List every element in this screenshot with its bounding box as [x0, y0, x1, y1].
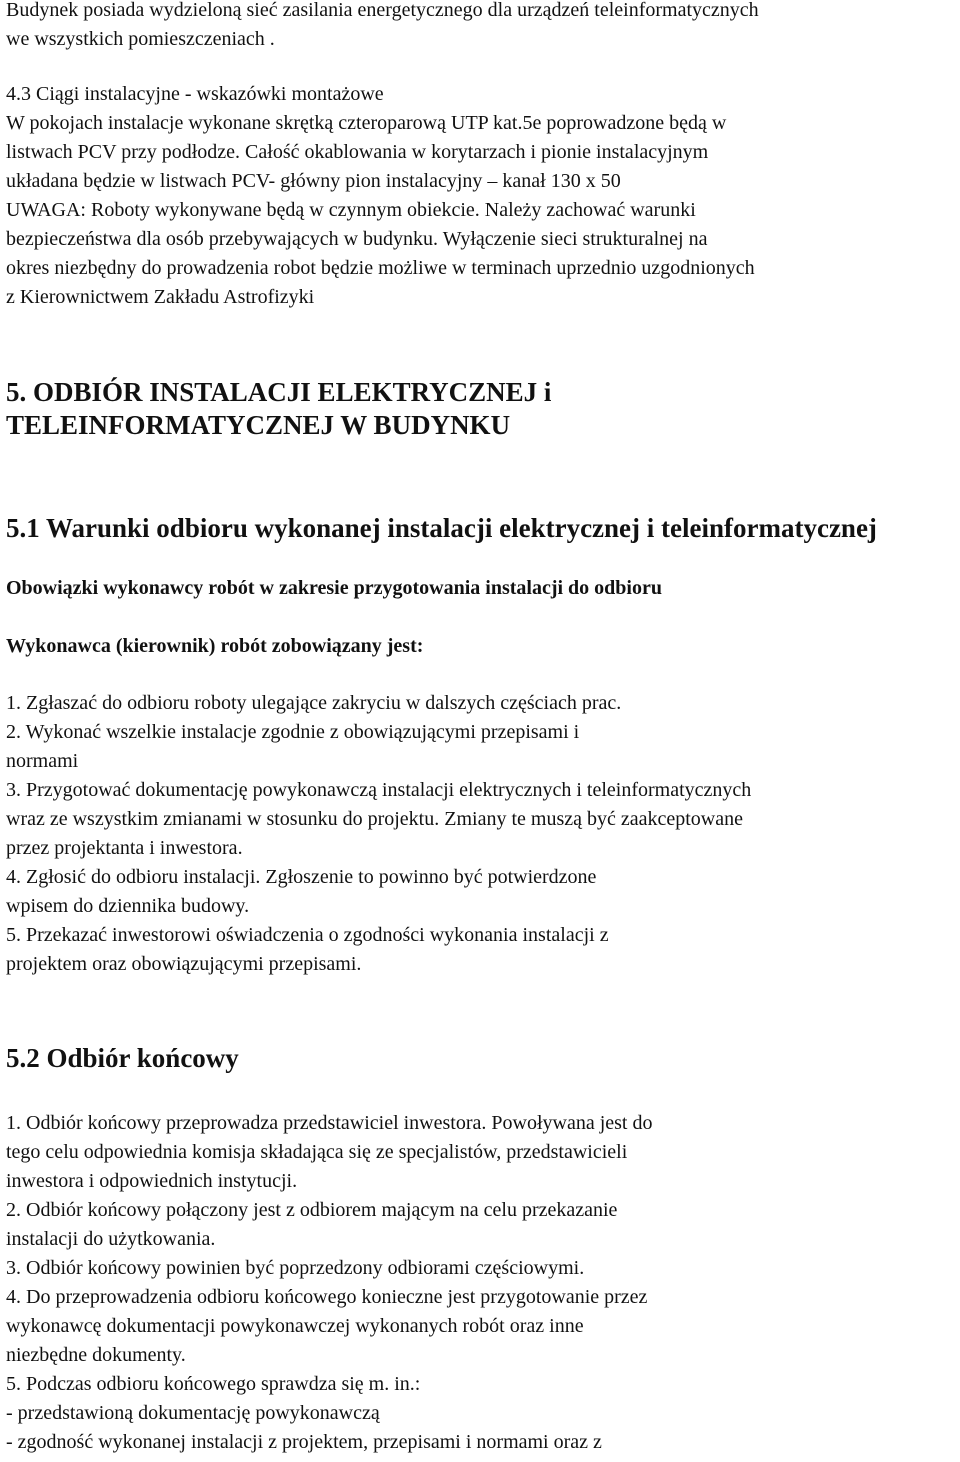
section-heading: 4.3 Ciągi instalacyjne - wskazówki montażowe	[6, 83, 384, 105]
list-line: 2. Wykonać wszelkie instalacje zgodnie z obowiązującymi przepisami i	[6, 721, 580, 743]
section-5-2-heading	[6, 1042, 239, 1075]
list-line: 2. Odbiór końcowy połączony jest z odbiorem mającym na celu przekazanie	[6, 1199, 618, 1221]
body-line: bezpieczeństwa dla osób przebywających w budynku. Wyłączenie sieci strukturalnej na	[6, 228, 708, 250]
contractor-heading: Wykonawca (kierownik) robót zobowiązany jest:	[6, 635, 424, 657]
intro-line: Budynek posiada wydzieloną sieć zasilania energetycznego dla urządzeń teleinformatycznych	[6, 0, 759, 21]
body-line: układana będzie w listwach PCV- główny pion instalacyjny – kanał 130 x 50	[6, 170, 621, 192]
body-line: listwach PCV przy podłodze. Całość okablowania w korytarzach i pionie instalacyjnym	[6, 141, 709, 163]
body-line: UWAGA: Roboty wykonywane będą w czynnym obiekcie. Należy zachować warunki	[6, 199, 696, 221]
list-line: 1. Odbiór końcowy przeprowadza przedstawiciel inwestora. Powoływana jest do	[6, 1112, 653, 1134]
body-line: okres niezbędny do prowadzenia robot będzie możliwe w terminach uprzednio uzgodnionych	[6, 257, 755, 279]
list-line: wpisem do dziennika budowy.	[6, 895, 250, 917]
list-line: 5. Przekazać inwestorowi oświadczenia o zgodności wykonania instalacji z	[6, 924, 609, 946]
list-line: inwestora i odpowiednich instytucji.	[6, 1170, 298, 1192]
section-5-1	[6, 512, 877, 545]
list-line: wykonawcę dokumentacji powykonawczej wykonanych robót oraz inne	[6, 1315, 584, 1337]
list-line: 1. Zgłaszać do odbioru roboty ulegające zakryciu w dalszych częściach prac.	[6, 692, 622, 714]
section-4-3	[6, 80, 755, 312]
section-5-1-subheading	[6, 574, 662, 603]
list-line: 3. Odbiór końcowy powinien być poprzedzony odbiorami częściowymi.	[6, 1257, 585, 1279]
obligations-heading: Obowiązki wykonawcy robót w zakresie przygotowania instalacji do odbioru	[6, 577, 662, 599]
section-5-1-obligation	[6, 632, 423, 661]
list-line: 3. Przygotować dokumentację powykonawczą instalacji elektrycznych i teleinformatycznych	[6, 779, 752, 801]
section-5-2-list	[6, 1109, 652, 1457]
intro-paragraph	[6, 0, 759, 54]
list-line: przez projektanta i inwestora.	[6, 837, 243, 859]
section-title-line: 5. ODBIÓR INSTALACJI ELEKTRYCZNEJ i	[6, 377, 552, 407]
list-line: - zgodność wykonanej instalacji z projektem, przepisami i normami oraz z	[6, 1431, 602, 1453]
list-line: tego celu odpowiednia komisja składająca się ze specjalistów, przedstawicieli	[6, 1141, 628, 1163]
list-line: normami	[6, 750, 79, 772]
list-line: wraz ze wszystkim zmianami w stosunku do projektu. Zmiany te muszą być zaakceptowane	[6, 808, 743, 830]
list-line: niezbędne dokumenty.	[6, 1344, 186, 1366]
list-line: instalacji do użytkowania.	[6, 1228, 216, 1250]
section-5-heading	[6, 376, 551, 442]
intro-line: we wszystkich pomieszczeniach .	[6, 28, 275, 50]
section-5-1-list	[6, 689, 751, 979]
list-line: 5. Podczas odbioru końcowego sprawdza się m. in.:	[6, 1373, 421, 1395]
subsection-title: 5.2 Odbiór końcowy	[6, 1043, 239, 1073]
list-line: 4. Zgłosić do odbioru instalacji. Zgłoszenie to powinno być potwierdzone	[6, 866, 597, 888]
body-line: z Kierownictwem Zakładu Astrofizyki	[6, 286, 315, 308]
subsection-title: 5.1 Warunki odbioru wykonanej instalacji elektrycznej i teleinformatycznej	[6, 513, 877, 543]
body-line: W pokojach instalacje wykonane skrętką czteroparową UTP kat.5e poprowadzone będą w	[6, 112, 727, 134]
list-line: projektem oraz obowiązującymi przepisami.	[6, 953, 362, 975]
list-line: - przedstawioną dokumentację powykonawczą	[6, 1402, 380, 1424]
list-line: 4. Do przeprowadzenia odbioru końcowego konieczne jest przygotowanie przez	[6, 1286, 648, 1308]
section-title-line: TELEINFORMATYCZNEJ W BUDYNKU	[6, 410, 511, 440]
